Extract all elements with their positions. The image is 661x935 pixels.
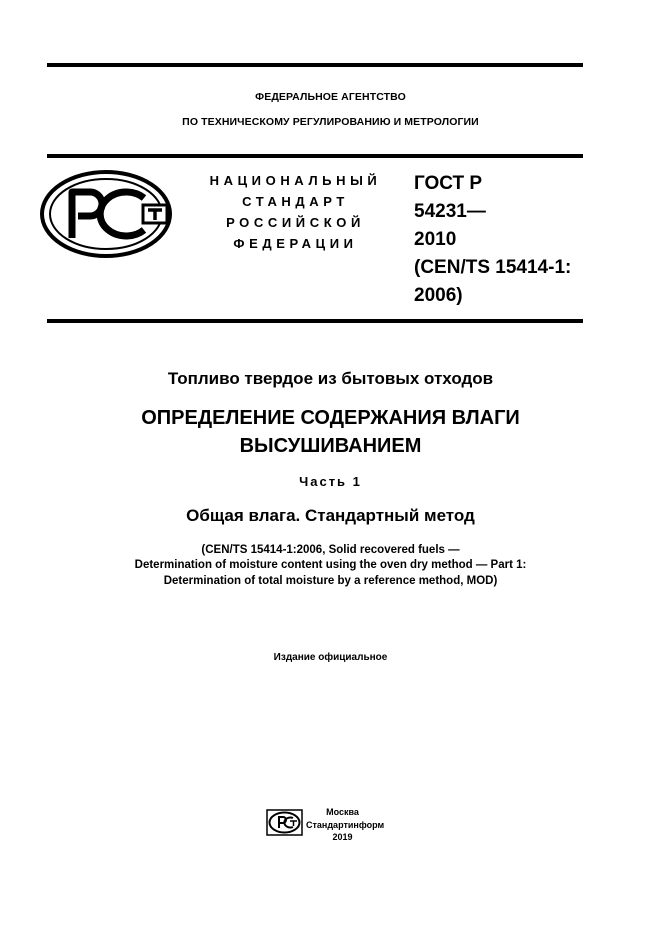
publisher-logo-icon [266, 809, 303, 836]
national-standard-line-2: СТАНДАРТ [242, 194, 349, 209]
edition-label: Издание официальное [273, 652, 388, 663]
reference-line-1: (CEN/TS 15414-1:2006, Solid recovered fuels — [201, 544, 460, 556]
subject-title: Топливо твердое из бытовых отходов [167, 369, 494, 388]
publisher-info [306, 806, 385, 844]
national-standard-line-1: НАЦИОНАЛЬНЫЙ [209, 173, 382, 188]
part-title: Общая влага. Стандартный метод [186, 506, 475, 525]
designation-line-3: 2010 [414, 229, 457, 250]
reference-line-2: Determination of moisture content using the oven dry method — Part 1: [134, 559, 527, 571]
top-rule [47, 63, 583, 67]
national-standard-label [198, 170, 393, 254]
header-bottom-rule [47, 319, 583, 323]
reference-line-3: Determination of total moisture by a reference method, MOD) [163, 575, 498, 587]
national-standard-line-4: ФЕДЕРАЦИИ [233, 236, 358, 251]
national-standard-line-3: РОССИЙСКОЙ [226, 215, 365, 230]
publisher-city: Москва [326, 807, 359, 817]
agency-line-2: ПО ТЕХНИЧЕСКОМУ РЕГУЛИРОВАНИЮ И МЕТРОЛОГИИ [182, 116, 479, 128]
designation-line-1: ГОСТ Р [414, 173, 483, 194]
designation-line-5: 2006) [414, 285, 463, 306]
agency-line-1: ФЕДЕРАЛЬНОЕ АГЕНТСТВО [255, 91, 406, 103]
part-number: Часть 1 [299, 474, 362, 489]
publisher-name: Стандартинформ [306, 819, 385, 830]
main-title-line-1: ОПРЕДЕЛЕНИЕ СОДЕРЖАНИЯ ВЛАГИ [141, 407, 520, 429]
standard-designation [414, 170, 589, 310]
main-title-line-2: ВЫСУШИВАНИЕМ [239, 435, 422, 457]
designation-line-4: (CEN/TS 15414-1: [414, 257, 572, 278]
header-rule [47, 154, 583, 158]
designation-line-2: 54231— [414, 201, 486, 222]
certification-logo-icon [40, 168, 180, 260]
publisher-year: 2019 [332, 832, 353, 842]
